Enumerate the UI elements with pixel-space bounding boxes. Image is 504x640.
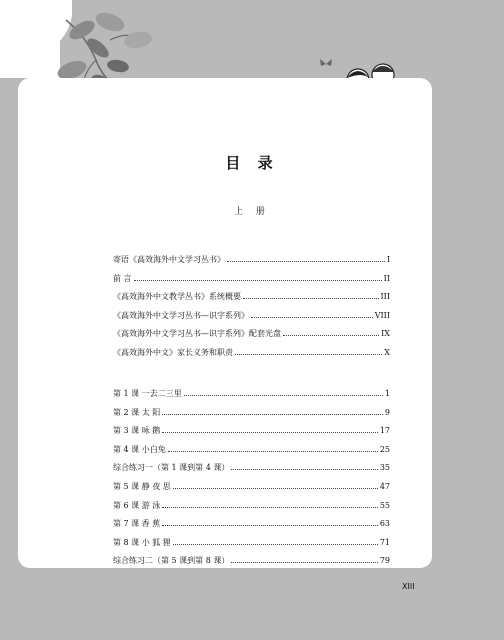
- toc-entry[interactable]: [113, 254, 390, 273]
- toc-entry-title: 第 5 课 静 夜 思: [113, 481, 171, 491]
- leader-dots: [243, 298, 379, 299]
- toc-entry-page: X: [384, 347, 390, 357]
- toc-entry[interactable]: [113, 537, 390, 556]
- leader-dots: [227, 261, 385, 262]
- leader-dots: [162, 525, 378, 526]
- leader-dots: [134, 280, 382, 281]
- leader-dots: [173, 488, 378, 489]
- toc-entry-page: I: [386, 255, 390, 264]
- toc-entry[interactable]: [113, 291, 390, 310]
- toc-entry-title: 第 1 课 一去二三里: [113, 389, 182, 398]
- toc-entry-title: 寄语《高效海外中文学习丛书》: [113, 255, 225, 264]
- leader-dots: [168, 451, 378, 452]
- toc-entry[interactable]: [113, 328, 390, 347]
- leader-dots: [162, 432, 378, 433]
- toc-entry[interactable]: [113, 555, 390, 574]
- toc-entry-title: 第 3 课 咏 鹅: [113, 426, 161, 436]
- leader-dots: [173, 544, 378, 545]
- toc-entry[interactable]: [113, 388, 390, 407]
- toc-entry-page: 35: [379, 463, 390, 473]
- toc-entry-page: 1: [384, 389, 390, 398]
- page-title: 目 录: [225, 154, 279, 172]
- toc-entry-title: 前 言: [113, 273, 132, 283]
- toc-entry[interactable]: [113, 500, 390, 519]
- page-number: XIII: [402, 582, 415, 591]
- lesson-list: [113, 388, 390, 574]
- toc-entry-page: 63: [379, 519, 390, 529]
- toc-entry[interactable]: [113, 444, 390, 463]
- toc-entry-page: II: [383, 273, 390, 283]
- toc-entry[interactable]: [113, 425, 390, 444]
- toc-entry[interactable]: [113, 273, 390, 292]
- toc-entry-title: 第 2 课 太 阳: [113, 407, 161, 417]
- toc-entry-page: 17: [379, 426, 390, 436]
- toc-entry[interactable]: [113, 347, 390, 366]
- toc-entry-title: 第 4 课 小白兔: [113, 444, 166, 454]
- toc-entry-title: 《高效海外中文》家长义务和职责: [113, 347, 233, 357]
- toc-entry-page: III: [380, 292, 390, 302]
- toc-entry-title: 《高效海外中文学习丛书—识字系列》配套光盘: [113, 329, 281, 339]
- toc-entry-page: 79: [379, 556, 390, 566]
- toc-entry-title: 综合练习二（第 5 课到第 8 课）: [113, 556, 230, 566]
- toc-entry-page: 47: [379, 481, 390, 491]
- toc-entry[interactable]: [113, 407, 390, 426]
- leader-dots: [184, 395, 383, 396]
- toc-entry-page: 9: [384, 407, 390, 417]
- toc-entry-title: 第 8 课 小 狐 狸: [113, 537, 171, 547]
- toc-entry-page: VIII: [374, 310, 390, 320]
- toc-entry-page: IX: [381, 329, 390, 339]
- leader-dots: [251, 317, 373, 318]
- leader-dots: [231, 469, 377, 470]
- volume-subtitle: 上 册: [234, 207, 270, 217]
- toc-entry[interactable]: [113, 310, 390, 329]
- toc-entry-title: 第 6 课 游 泳: [113, 500, 161, 510]
- toc-entry-page: 55: [379, 500, 390, 510]
- leader-dots: [235, 354, 382, 355]
- toc-entry-title: 《高效海外中文教学丛书》系统概要: [113, 292, 241, 302]
- toc-entry-page: 71: [379, 537, 390, 547]
- toc-entry[interactable]: [113, 518, 390, 537]
- leader-dots: [162, 414, 383, 415]
- leader-dots: [231, 562, 377, 563]
- leader-dots: [283, 335, 379, 336]
- toc-entry-title: 综合练习一（第 1 课到第 4 课）: [113, 463, 230, 473]
- leader-dots: [162, 507, 378, 508]
- toc-entry-page: 25: [379, 444, 390, 454]
- toc-entry[interactable]: [113, 462, 390, 481]
- toc-entry[interactable]: [113, 481, 390, 500]
- front-matter-list: [113, 254, 390, 366]
- toc-entry-title: 第 7 课 香 蕉: [113, 519, 161, 529]
- toc-entry-title: 《高效海外中文学习丛书—识字系列》: [113, 310, 249, 320]
